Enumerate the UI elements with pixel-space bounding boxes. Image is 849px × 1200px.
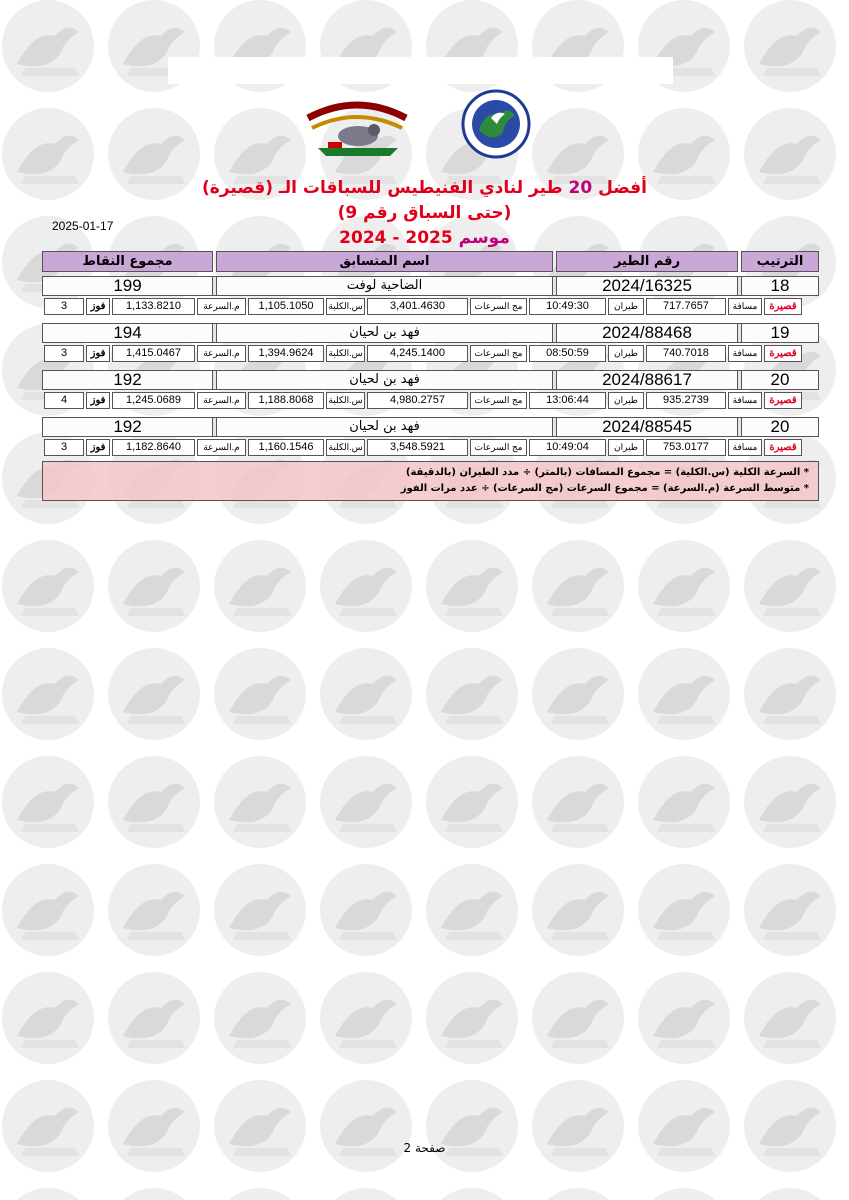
distance-label: مسافة: [728, 345, 762, 362]
flight-label: طيران: [608, 392, 644, 409]
wins-value: 4: [44, 392, 84, 409]
sum-speeds-label: مج السرعات: [470, 439, 527, 456]
distance-value: 717.7657: [646, 298, 726, 315]
sum-speeds-value: 4,245.1400: [367, 345, 468, 362]
header-rank: الترتيب: [741, 251, 819, 272]
wins-label: فوز: [86, 345, 110, 362]
category-label: قصيرة: [764, 345, 802, 362]
points-cell: 192: [42, 370, 213, 390]
flight-time-value: 13:06:44: [529, 392, 606, 409]
bird-number-cell: 2024/16325: [556, 276, 738, 296]
page-number: صفحة 2: [403, 1141, 446, 1155]
distance-value: 740.7018: [646, 345, 726, 362]
total-speed-label: س.الكلية: [326, 439, 365, 456]
notes-box: [42, 461, 819, 501]
sum-speeds-value: 3,548.5921: [367, 439, 468, 456]
competitor-name-cell: الضاحية لوفت: [216, 276, 553, 296]
total-speed-value: 1,394.9624: [248, 345, 324, 362]
note-total-speed: * السرعة الكلية (س.الكلية) = مجموع المسافات (بالمتر) ÷ مدد الطيران (بالدقيقة): [405, 467, 809, 478]
category-label: قصيرة: [764, 298, 802, 315]
sum-speeds-label: مج السرعات: [470, 345, 527, 362]
rank-cell: 19: [741, 323, 819, 343]
rank-cell: 20: [741, 370, 819, 390]
distance-value: 753.0177: [646, 439, 726, 456]
flight-time-value: 10:49:30: [529, 298, 606, 315]
wins-value: 3: [44, 298, 84, 315]
rank-cell: 18: [741, 276, 819, 296]
total-speed-value: 1,188.8068: [248, 392, 324, 409]
wins-label: فوز: [86, 298, 110, 315]
rank-cell: 20: [741, 417, 819, 437]
avg-speed-label: م.السرعة: [197, 439, 246, 456]
avg-speed-label: م.السرعة: [197, 392, 246, 409]
total-speed-label: س.الكلية: [326, 298, 365, 315]
sum-speeds-value: 4,980.2757: [367, 392, 468, 409]
flight-time-value: 08:50:59: [529, 345, 606, 362]
distance-value: 935.2739: [646, 392, 726, 409]
distance-label: مسافة: [728, 392, 762, 409]
distance-label: مسافة: [728, 298, 762, 315]
header-name: اسم المتسابق: [216, 251, 553, 272]
points-cell: 199: [42, 276, 213, 296]
header-bird: رقم الطير: [556, 251, 738, 272]
flight-time-value: 10:49:04: [529, 439, 606, 456]
category-label: قصيرة: [764, 439, 802, 456]
wins-label: فوز: [86, 439, 110, 456]
bird-number-cell: 2024/88617: [556, 370, 738, 390]
avg-speed-label: م.السرعة: [197, 298, 246, 315]
club-logo: [298, 98, 416, 158]
wins-value: 3: [44, 439, 84, 456]
competitor-name-cell: فهد بن لحيان: [216, 323, 553, 343]
report-title: أفضل 20 طير لنادي الفنيطيس للسباقات الـ (قصيرة): [202, 178, 647, 198]
competitor-name-cell: فهد بن لحيان: [216, 370, 553, 390]
header-points: مجموع النقاط: [42, 251, 213, 272]
wins-label: فوز: [86, 392, 110, 409]
bird-number-cell: 2024/88545: [556, 417, 738, 437]
sum-speeds-value: 3,401.4630: [367, 298, 468, 315]
total-speed-label: س.الكلية: [326, 345, 365, 362]
total-speed-value: 1,105.1050: [248, 298, 324, 315]
total-speed-label: س.الكلية: [326, 392, 365, 409]
avg-speed-value: 1,415.0467: [112, 345, 195, 362]
flight-label: طيران: [608, 298, 644, 315]
points-cell: 194: [42, 323, 213, 343]
redaction-bar: [168, 57, 673, 84]
sum-speeds-label: مج السرعات: [470, 298, 527, 315]
distance-label: مسافة: [728, 439, 762, 456]
avg-speed-value: 1,245.0689: [112, 392, 195, 409]
category-label: قصيرة: [764, 392, 802, 409]
avg-speed-value: 1,133.8210: [112, 298, 195, 315]
bird-number-cell: 2024/88468: [556, 323, 738, 343]
points-cell: 192: [42, 417, 213, 437]
avg-speed-value: 1,182.8640: [112, 439, 195, 456]
report-subtitle: (حتى السباق رقم 9): [337, 203, 512, 223]
sum-speeds-label: مج السرعات: [470, 392, 527, 409]
avg-speed-label: م.السرعة: [197, 345, 246, 362]
competitor-name-cell: فهد بن لحيان: [216, 417, 553, 437]
federation-logo: [455, 88, 537, 160]
total-speed-value: 1,160.1546: [248, 439, 324, 456]
flight-label: طيران: [608, 345, 644, 362]
report-date: 2025-01-17: [52, 219, 114, 233]
season-label: موسم 2024 - 2025: [339, 228, 510, 248]
note-avg-speed: * متوسط السرعة (م.السرعة) = مجموع السرعات (مج السرعات) ÷ عدد مرات الفوز: [400, 483, 809, 494]
flight-label: طيران: [608, 439, 644, 456]
wins-value: 3: [44, 345, 84, 362]
